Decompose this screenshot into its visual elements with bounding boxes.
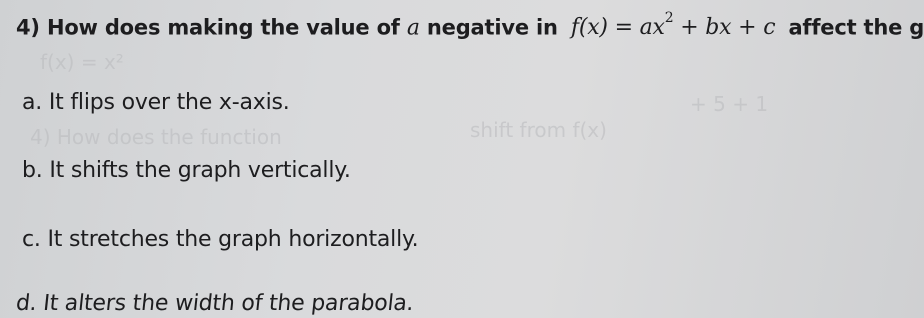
option-d-text: It alters the width of the parabola. (42, 291, 415, 316)
formula-term2: + bx + c (680, 15, 776, 41)
bleed-through-text: 4) How does the function (30, 125, 282, 149)
option-a[interactable] (22, 90, 290, 115)
question-text-before: How does making the value of (46, 15, 400, 40)
option-b-label: b. (22, 158, 43, 183)
question-4 (16, 10, 924, 41)
formula-lhs: f(x) (570, 15, 608, 41)
option-c-text: It stretches the graph horizontally. (47, 227, 419, 252)
question-text-after: affect the g (788, 15, 924, 40)
option-a-text: It flips over the x-axis. (48, 90, 290, 115)
formula-exponent: 2 (664, 10, 674, 26)
option-d[interactable] (15, 291, 415, 316)
question-text-middle: negative in (426, 15, 558, 40)
option-b[interactable] (22, 158, 351, 183)
quadratic-formula (570, 10, 776, 41)
option-c[interactable] (22, 227, 418, 252)
formula-term1: ax (639, 15, 665, 41)
formula-equals: = (614, 15, 633, 41)
option-c-label: c. (22, 227, 41, 252)
variable-a: a (406, 15, 420, 41)
option-b-text: It shifts the graph vertically. (49, 158, 351, 183)
bleed-through-text: f(x) = x² (40, 50, 124, 74)
option-d-label: d. (14, 291, 38, 316)
option-a-label: a. (22, 90, 43, 115)
bleed-through-text: + 5 + 1 (690, 92, 769, 116)
question-number: 4) (16, 15, 40, 40)
bleed-through-text: shift from f(x) (470, 118, 607, 142)
